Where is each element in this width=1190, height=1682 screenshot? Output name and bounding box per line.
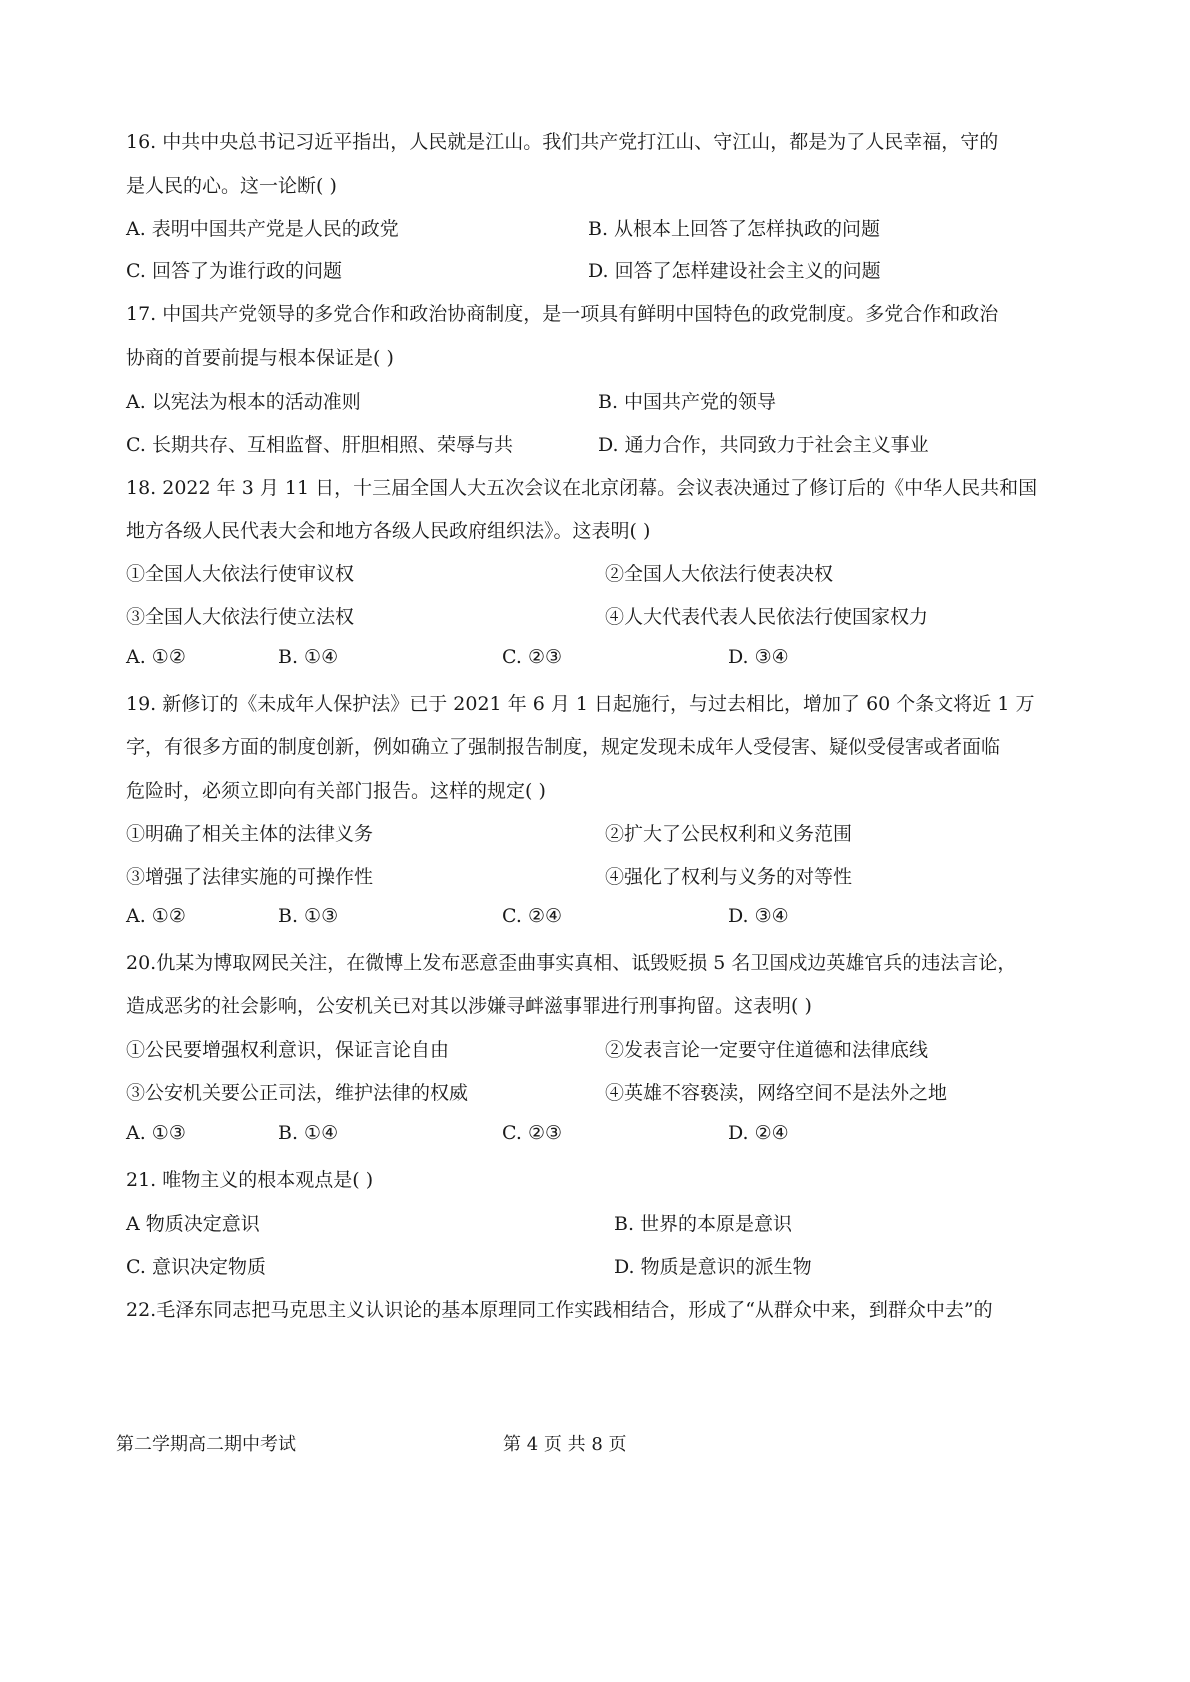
q17-option-c: C. 长期共存、互相监督、肝胆相照、荣辱与共 [126, 434, 513, 456]
q19-statement-1: ①明确了相关主体的法律义务 [126, 823, 374, 845]
q19-line-3: 危险时，必须立即向有关部门报告。这样的规定( ) [126, 780, 546, 802]
q17-line-2: 协商的首要前提与根本保证是( ) [126, 347, 394, 369]
q18-statement-2: ②全国人大依法行使表决权 [605, 563, 834, 585]
q21-option-c: C. 意识决定物质 [126, 1256, 266, 1278]
q21-line-1: 21. 唯物主义的根本观点是( ) [126, 1169, 374, 1191]
q16-option-d: D. 回答了怎样建设社会主义的问题 [588, 260, 881, 282]
q18-statement-1: ①全国人大依法行使审议权 [126, 563, 355, 585]
q19-choice-d: D. ③④ [728, 905, 789, 927]
q16-line-2: 是人民的心。这一论断( ) [126, 175, 337, 197]
q17-option-d: D. 通力合作，共同致力于社会主义事业 [598, 434, 929, 456]
q19-statement-3: ③增强了法律实施的可操作性 [126, 866, 374, 888]
q20-line-2: 造成恶劣的社会影响，公安机关已对其以涉嫌寻衅滋事罪进行刑事拘留。这表明( ) [126, 995, 812, 1017]
q20-choice-a: A. ①③ [126, 1122, 186, 1144]
q22-line-1: 22.毛泽东同志把马克思主义认识论的基本原理同工作实践相结合，形成了“从群众中来，到群众中去”的 [126, 1299, 993, 1321]
q19-line-1: 19. 新修订的《未成年人保护法》已于 2021 年 6 月 1 日起施行，与过去相比，增加了 60 个条文将近 1 万 [126, 693, 1035, 715]
q21-option-b: B. 世界的本原是意识 [614, 1213, 793, 1235]
footer-page-number: 第 4 页 共 8 页 [503, 1434, 627, 1455]
footer-exam-title: 第二学期高二期中考试 [116, 1434, 296, 1455]
q20-statement-1: ①公民要增强权利意识，保证言论自由 [126, 1039, 450, 1061]
q17-option-b: B. 中国共产党的领导 [598, 391, 777, 413]
q20-statement-3: ③公安机关要公正司法，维护法律的权威 [126, 1082, 469, 1104]
q18-statement-4: ④人大代表代表人民依法行使国家权力 [605, 606, 929, 628]
q19-choice-b: B. ①③ [278, 905, 339, 927]
q16-option-b: B. 从根本上回答了怎样执政的问题 [588, 218, 881, 240]
q18-choice-b: B. ①④ [278, 646, 339, 668]
q20-line-1: 20.仇某为博取网民关注，在微博上发布恶意歪曲事实真相、诋毁贬损 5 名卫国戍边英雄官兵的违法言论， [126, 952, 1017, 974]
q20-choice-d: D. ②④ [728, 1122, 789, 1144]
q18-line-2: 地方各级人民代表大会和地方各级人民政府组织法》。这表明( ) [126, 520, 651, 542]
q16-option-c: C. 回答了为谁行政的问题 [126, 260, 342, 282]
q19-statement-2: ②扩大了公民权利和义务范围 [605, 823, 853, 845]
q21-option-a: A 物质决定意识 [126, 1213, 260, 1235]
q19-choice-a: A. ①② [126, 905, 186, 927]
q16-line-1: 16. 中共中央总书记习近平指出，人民就是江山。我们共产党打江山、守江山，都是为了人民幸福，守的 [126, 131, 999, 153]
q20-statement-4: ④英雄不容亵渎，网络空间不是法外之地 [605, 1082, 948, 1104]
q21-option-d: D. 物质是意识的派生物 [614, 1256, 812, 1278]
q19-statement-4: ④强化了权利与义务的对等性 [605, 866, 853, 888]
q20-choice-b: B. ①④ [278, 1122, 339, 1144]
q18-choice-c: C. ②③ [502, 646, 563, 668]
q20-statement-2: ②发表言论一定要守住道德和法律底线 [605, 1039, 929, 1061]
q19-choice-c: C. ②④ [502, 905, 563, 927]
q18-statement-3: ③全国人大依法行使立法权 [126, 606, 355, 628]
q18-line-1: 18. 2022 年 3 月 11 日，十三届全国人大五次会议在北京闭幕。会议表决通过了修订后的《中华人民共和国 [126, 477, 1038, 499]
q17-line-1: 17. 中国共产党领导的多党合作和政治协商制度，是一项具有鲜明中国特色的政党制度。多党合作和政治 [126, 303, 999, 325]
q17-option-a: A. 以宪法为根本的活动准则 [126, 391, 361, 413]
q20-choice-c: C. ②③ [502, 1122, 563, 1144]
q18-choice-a: A. ①② [126, 646, 186, 668]
q16-option-a: A. 表明中国共产党是人民的政党 [126, 218, 399, 240]
q18-choice-d: D. ③④ [728, 646, 789, 668]
q19-line-2: 字，有很多方面的制度创新，例如确立了强制报告制度，规定发现未成年人受侵害、疑似受侵害或者面临 [126, 736, 1001, 758]
